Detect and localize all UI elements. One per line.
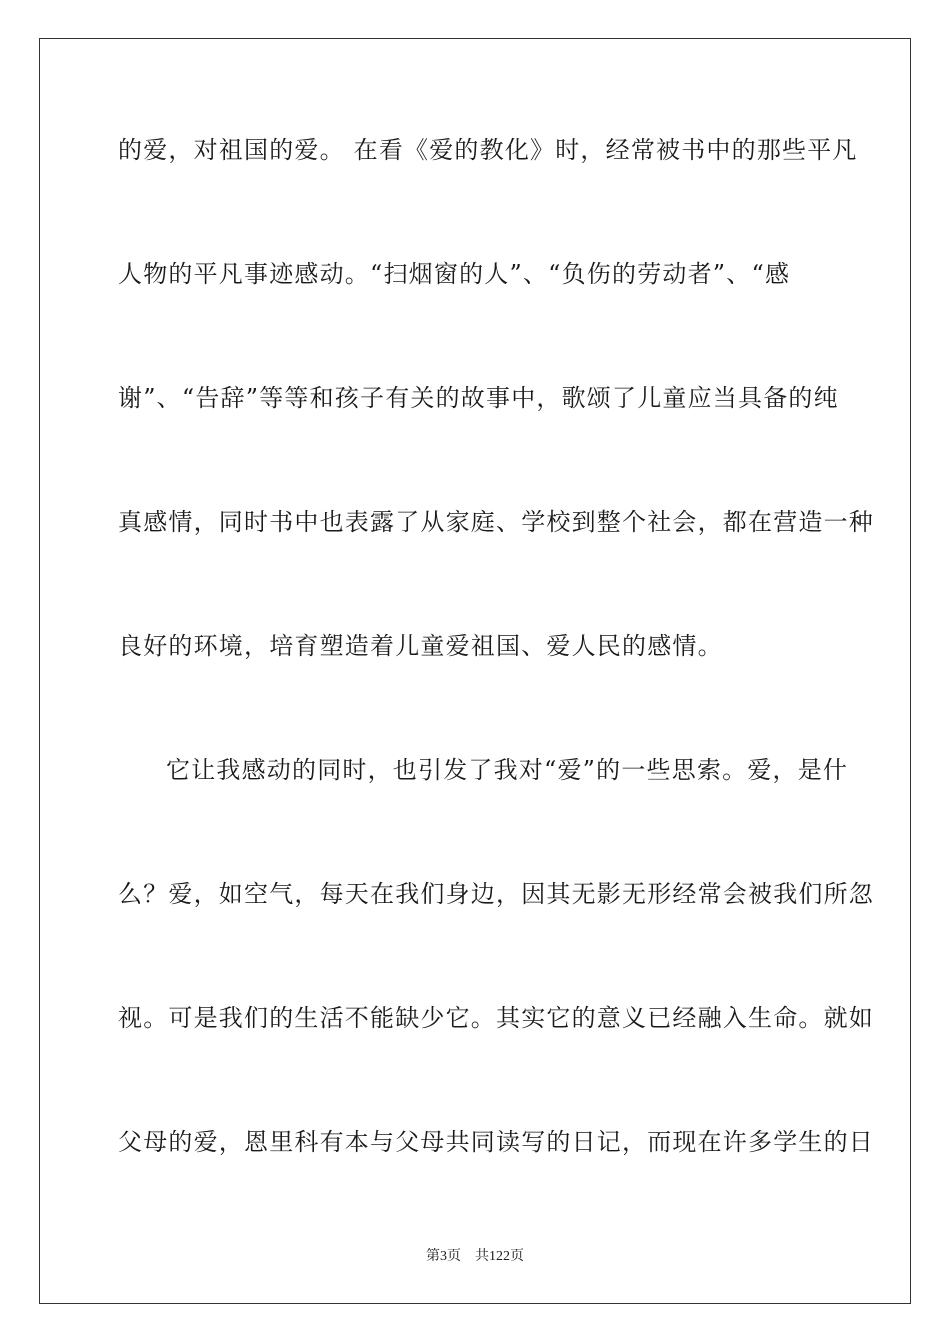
- paragraph-line: 的爱，对祖国的爱。 在看《爱的教化》时，经常被书中的那些平凡: [118, 136, 858, 164]
- paragraph-line: 良好的环境，培育塑造着儿童爱祖国、爱人民的感情。: [118, 632, 723, 660]
- paragraph-line: 谢”、“告辞”等等和孩子有关的故事中，歌颂了儿童应当具备的纯: [118, 384, 839, 412]
- page-total: 共122页: [475, 1249, 524, 1264]
- paragraph-line: 人物的平凡事迹感动。“扫烟窗的人”、“负伤的劳动者”、“感: [118, 260, 791, 288]
- page-border: [39, 38, 911, 1304]
- paragraph-line: 父母的爱，恩里科有本与父母共同读写的日记，而现在许多学生的日: [118, 1128, 874, 1156]
- page-footer: [0, 1248, 950, 1266]
- paragraph-line: 真感情，同时书中也表露了从家庭、学校到整个社会，都在营造一种: [118, 508, 874, 536]
- paragraph-line: 视。可是我们的生活不能缺少它。其实它的意义已经融入生命。就如: [118, 1004, 874, 1032]
- page-number: 第3页: [426, 1249, 461, 1264]
- paragraph-line: 它让我感动的同时，也引发了我对“爱”的一些思索。爱，是什: [166, 756, 849, 784]
- paragraph-line: 么？爱，如空气，每天在我们身边，因其无影无形经常会被我们所忽: [118, 880, 874, 908]
